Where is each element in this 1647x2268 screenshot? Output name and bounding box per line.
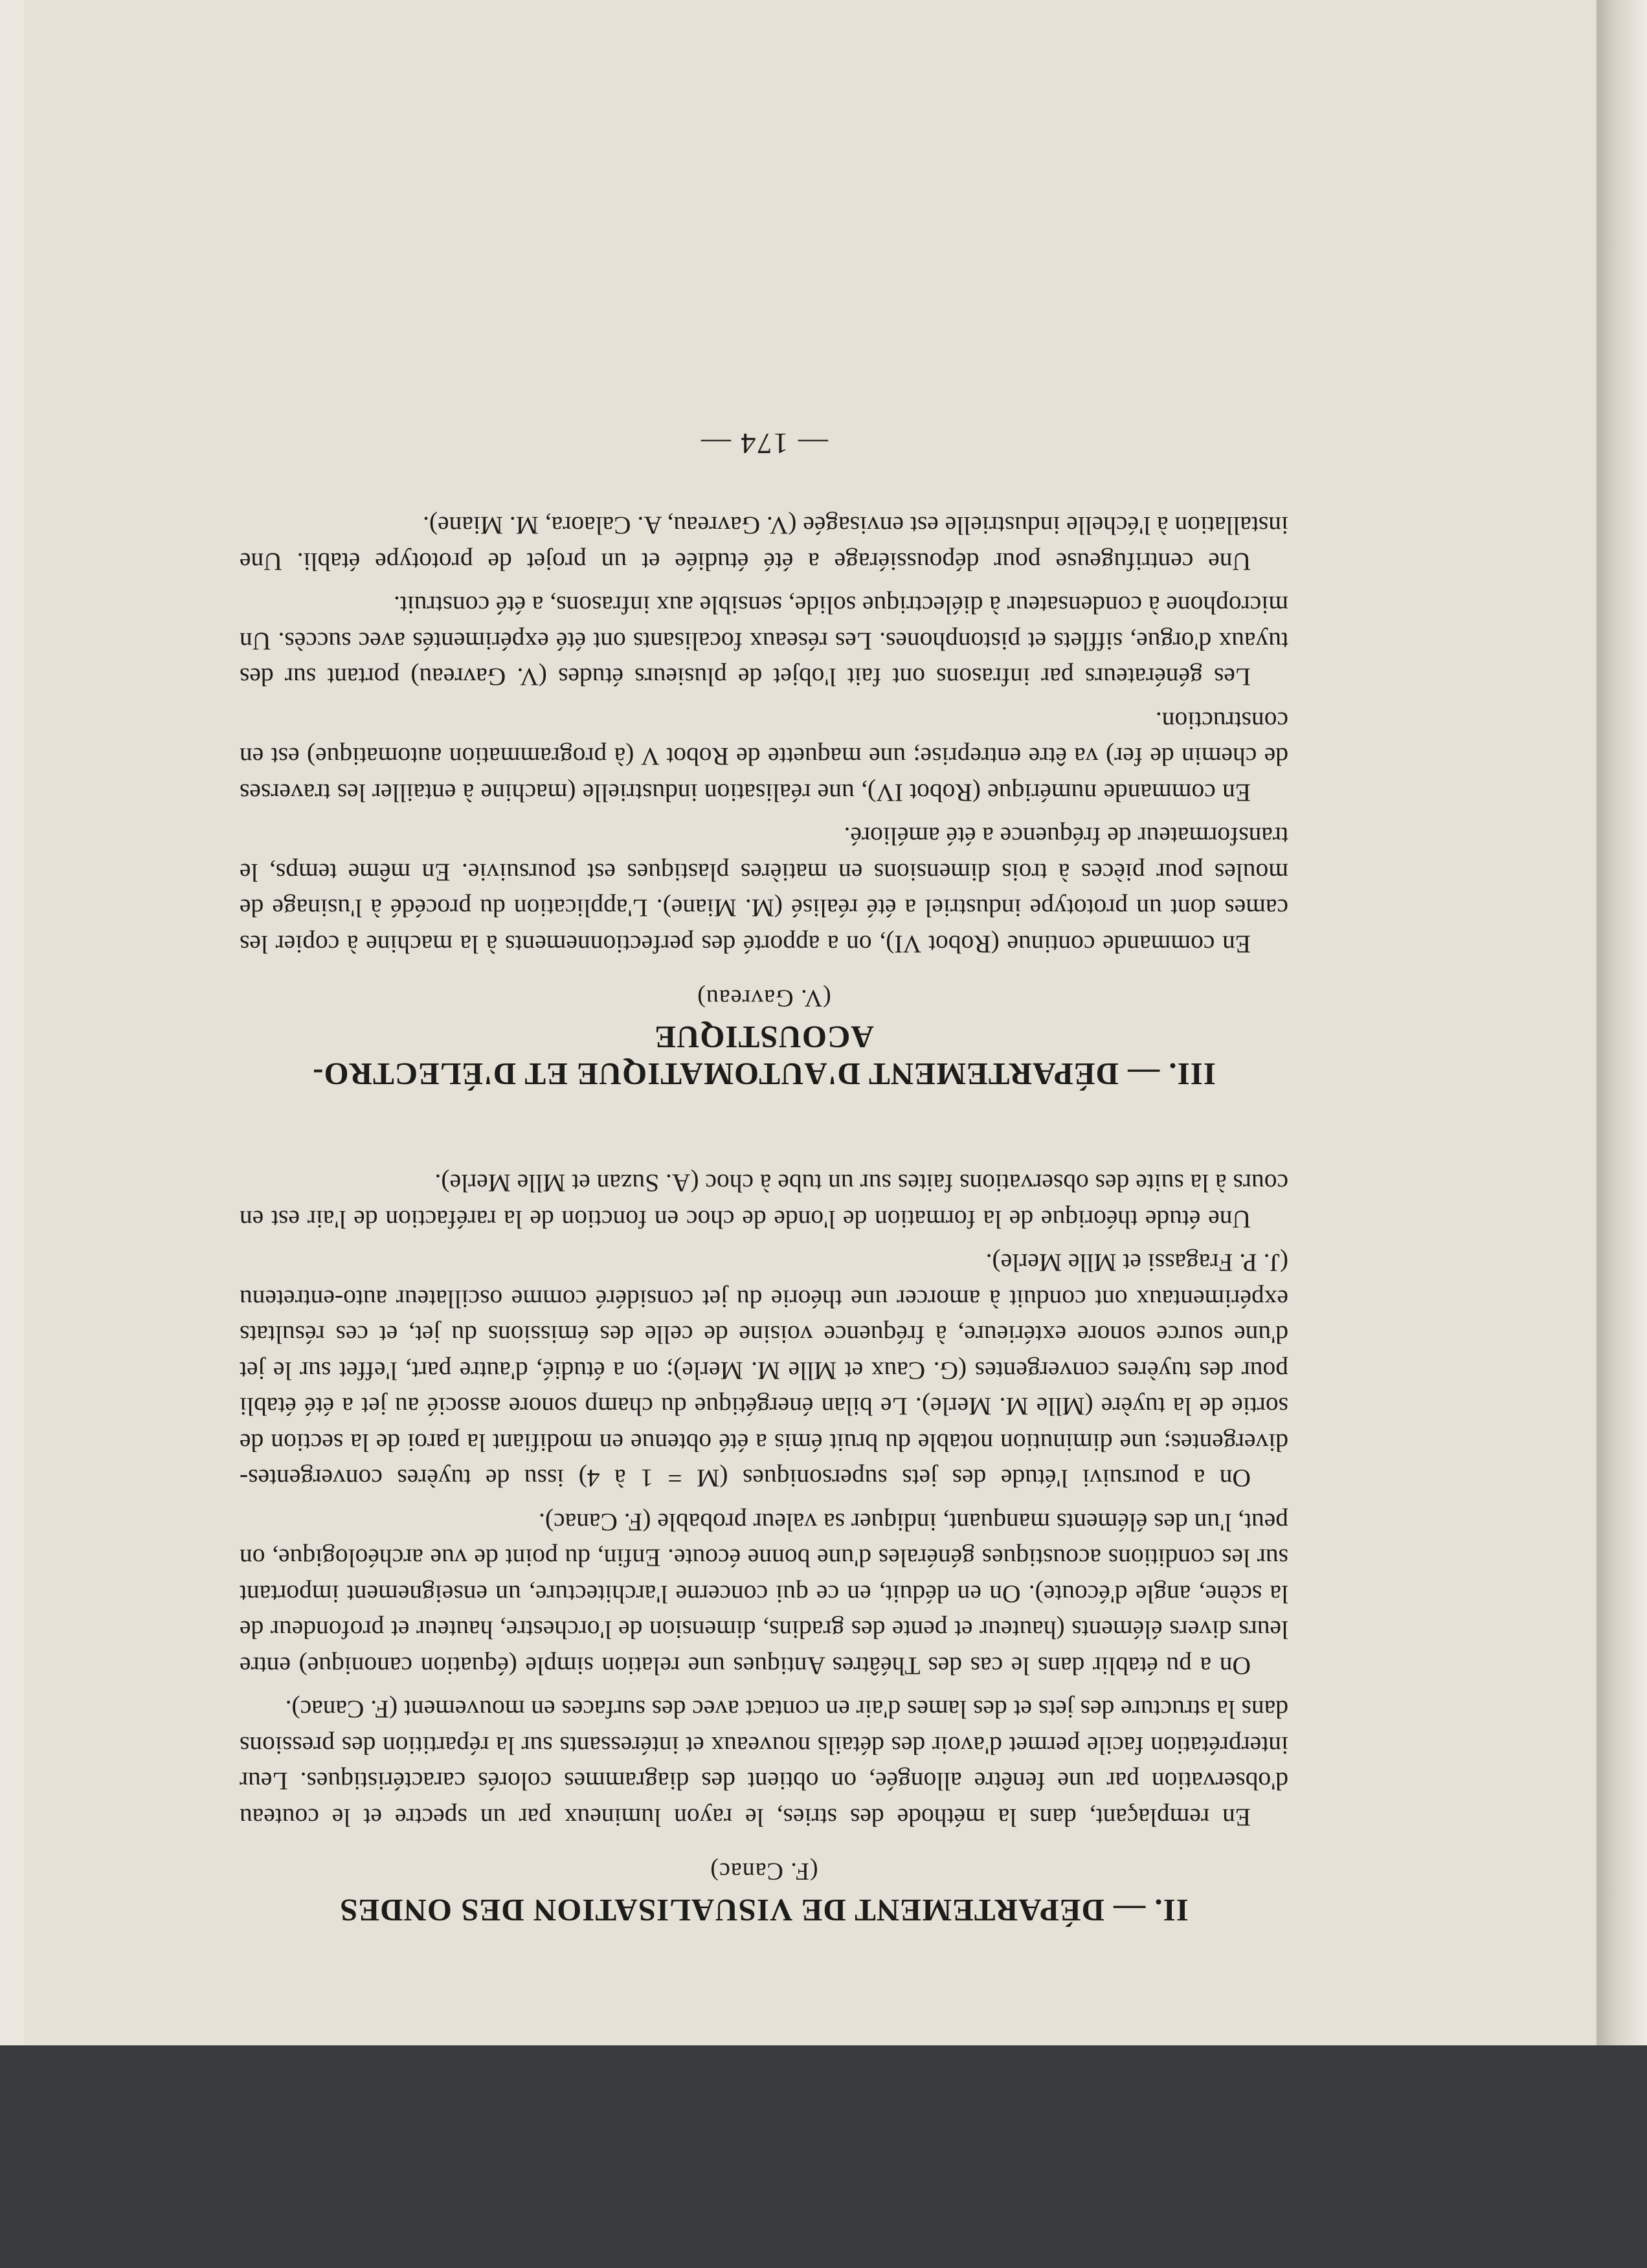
paragraph: Une étude théorique de la formation de l'onde de choc en fonction de la raréfaction de l'air est en cours à la suite des observations faites sur un tube à choc (A. Suzan et Mlle Merle). (240, 1169, 1288, 1234)
paragraph: En commande numérique (Robot IV), une réalisation industrielle (machine à entailler les traverses de chemin de fer) va être entreprise; une maquette de Robot V (à programmation automatique) est en construction. (240, 707, 1288, 807)
rotated-page-content (240, 142, 1288, 1955)
paragraph: En remplaçant, dans la méthode des stries, le rayon lumineux par un spectre et le couteau d'observation par une fenêtre allongée, on obtient des diagrammes colorés caractéristiques. Leur interprétation facile permet d'avoir des détails nouveaux et intéressants sur la répartition des pressions dans la structure des jets et des lames d'air en contact avec des surfaces en mouvement (F. Canac). (240, 1695, 1288, 1832)
section-author-2: (F. Canac) (710, 1858, 818, 1885)
paragraph: On a poursuivi l'étude des jets supersoniques (M = 1 à 4) issu de tuyères convergentes-divergentes; une diminution notable du bruit émis a été obtenue en modifiant la paroi de la section de sortie de la tuyère (Mlle M. Merle). Le bilan énergétique du champ sonore associé au jet a été établi pour des tuyères convergentes (G. Caux et Mlle M. Merle); on a étudié, d'autre part, l'effet sur le jet d'une source sonore extérieure, à fréquence voisine de celle des émissions du jet, et ces résultats expérimentaux ont conduit à amorcer une théorie du jet considéré comme oscillateur auto-entretenu (J. P. Fragassi et Mlle Merle). (240, 1249, 1288, 1493)
text-column (240, 390, 1288, 1955)
scanner-bed (0, 2045, 1647, 2268)
paragraph: On a pu établir dans le cas des Théâtres Antiques une relation simple (équation canonique) entre leurs divers éléments (hauteur et pente des gradins, dimension de l'orchestre, hauteur et profondeur de la scène, angle d'écoute). On en déduit, en ce qui concerne l'architecture, un enseignement important sur les conditions acoustiques générales d'une bonne écoute. Enfin, du point de vue archéologique, on peut, l'un des éléments manquant, indiquer sa valeur probable (F. Canac). (240, 1508, 1288, 1680)
section-title-3: III. — DÉPARTEMENT D'AUTOMATIQUE ET D'ÉLECTRO-ACOUSTIQUE (312, 1019, 1216, 1092)
section-author-3: (V. Gavreau) (697, 984, 831, 1012)
page-edge (1597, 0, 1647, 2045)
paragraph: En commande continue (Robot VI), on a apporté des perfectionnements à la machine à copier les cames dont un prototype industriel a été réalisé (M. Miane). L'application du procédé à l'usinage de moules pour pièces à trois dimensions en matières plastiques est poursuivie. En même temps, le transformateur de fréquence a été amélioré. (240, 822, 1288, 959)
section-title-2: II. — DÉPARTEMENT DE VISUALISATION DES ONDES (339, 1893, 1189, 1928)
page-number: — 174 — (700, 427, 828, 460)
paragraph: Une centrifugeuse pour dépoussiérage a été étudiée et un projet de prototype établi. Une installation à l'échelle industrielle est envisagée (V. Gavreau, A. Calaora, M. Miane). (240, 511, 1288, 576)
paragraph: Les générateurs par infrasons ont fait l'objet de plusieurs études (V. Gavreau) portant sur des tuyaux d'orgue, sifflets et pistonphones. Les réseaux focalisants ont été expérimentés avec succès. Un microphone à condensateur à diélectrique solide, sensible aux infrasons, a été construit. (240, 591, 1288, 692)
